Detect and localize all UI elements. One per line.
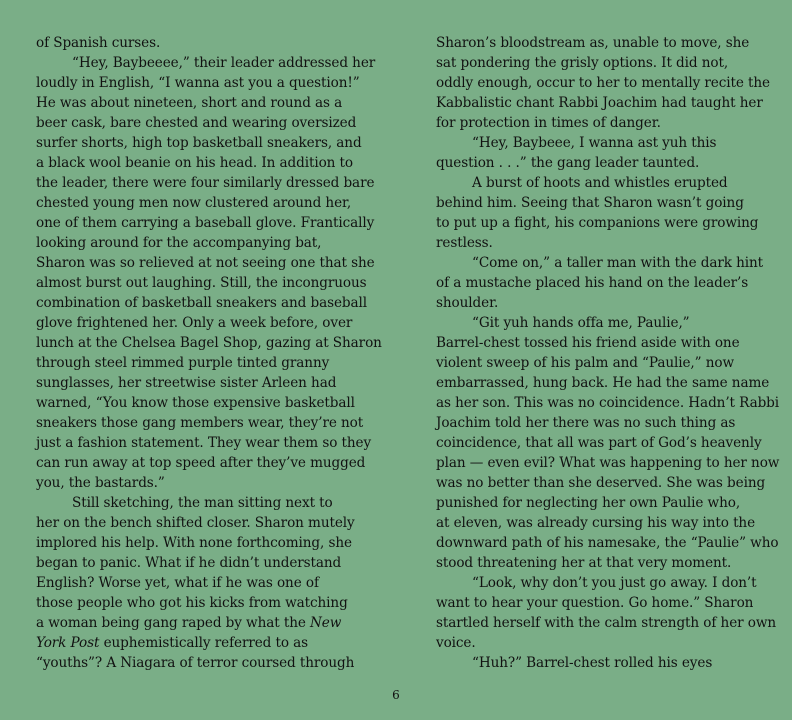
- text-line: coincidence, that all was part of God’s heavenly: [436, 435, 762, 451]
- text-line: He was about nineteen, short and round as a: [36, 95, 343, 111]
- text-line: sat pondering the grisly options. It did not,: [436, 55, 729, 71]
- text-line: combination of basketball sneakers and baseball: [36, 295, 368, 311]
- text-line: “Hey, Baybeeee,” their leader addressed her: [72, 55, 376, 71]
- italic-title: York Post: [36, 635, 100, 651]
- text-line: question . . .” the gang leader taunted.: [436, 155, 700, 171]
- text-line: Barrel-chest tossed his friend aside with one: [436, 335, 740, 351]
- text-line: chested young men now clustered around her,: [36, 195, 352, 211]
- text-line: was no better than she deserved. She was being: [436, 475, 766, 491]
- text-line: lunch at the Chelsea Bagel Shop, gazing at Sharon: [36, 335, 382, 351]
- page-number: 6: [392, 688, 400, 702]
- text-line: plan — even evil? What was happening to her now: [436, 455, 780, 471]
- text-line: to put up a fight, his companions were growing: [436, 215, 759, 231]
- text-line: glove frightened her. Only a week before, over: [36, 315, 353, 331]
- text-line: Joachim told her there was no such thing as: [436, 415, 736, 431]
- text-line: can run away at top speed after they’ve mugged: [36, 455, 366, 471]
- text-line: Still sketching, the man sitting next to: [72, 495, 333, 511]
- right-column: [436, 33, 781, 673]
- text-line: her on the bench shifted closer. Sharon mutely: [36, 515, 355, 531]
- text-line: “Hey, Baybeee, I wanna ast yuh this: [472, 135, 717, 151]
- text-line: sneakers those gang members wear, they’re not: [36, 415, 364, 431]
- text-line: as her son. This was no coincidence. Hadn’t Rabbi: [436, 395, 780, 411]
- text-line: sunglasses, her streetwise sister Arleen had: [36, 375, 337, 391]
- text-line: startled herself with the calm strength of her own: [436, 615, 777, 631]
- text-line: through steel rimmed purple tinted granny: [36, 355, 330, 371]
- text-line: of Spanish curses.: [36, 35, 161, 51]
- text-line: York Post euphemistically referred to as: [36, 635, 309, 651]
- text-line: restless.: [436, 235, 493, 251]
- text-line: “Huh?” Barrel-chest rolled his eyes: [472, 655, 713, 671]
- text-line: “Git yuh hands offa me, Paulie,”: [472, 315, 690, 331]
- text-line: English? Worse yet, what if he was one of: [36, 575, 319, 591]
- text-line: oddly enough, occur to her to mentally recite the: [436, 75, 770, 91]
- text-line: looking around for the accompanying bat,: [36, 235, 322, 251]
- text-line: a black wool beanie on his head. In addition to: [36, 155, 353, 171]
- text-line: you, the bastards.”: [36, 475, 165, 491]
- text-line: “Look, why don’t you just go away. I don’t: [472, 575, 757, 591]
- text-line: almost burst out laughing. Still, the incongruous: [36, 275, 367, 291]
- text-line: punished for neglecting her own Paulie who,: [436, 495, 741, 511]
- text-line: downward path of his namesake, the “Paulie” who: [436, 535, 779, 551]
- text-line: warned, “You know those expensive basketball: [36, 395, 355, 411]
- text-line: a woman being gang raped by what the New: [36, 615, 342, 631]
- text-line: just a fashion statement. They wear them so they: [36, 435, 372, 451]
- text-line: Sharon’s bloodstream as, unable to move, she: [436, 35, 750, 51]
- text-line: Sharon was so relieved at not seeing one that she: [36, 255, 375, 271]
- text-line: want to hear your question. Go home.” Sharon: [436, 595, 754, 611]
- text-line: A burst of hoots and whistles erupted: [472, 175, 728, 191]
- text-line: beer cask, bare chested and wearing oversized: [36, 115, 357, 131]
- left-column: [36, 33, 381, 673]
- text-line: Kabbalistic chant Rabbi Joachim had taught her: [436, 95, 763, 111]
- text-line: implored his help. With none forthcoming, she: [36, 535, 352, 551]
- text-line: “Come on,” a taller man with the dark hint: [472, 255, 764, 271]
- text-line: the leader, there were four similarly dressed bare: [36, 175, 375, 191]
- text-line: embarrassed, hung back. He had the same name: [436, 375, 770, 391]
- text-line: surfer shorts, high top basketball sneakers, and: [36, 135, 362, 151]
- text-line: shoulder.: [436, 295, 499, 311]
- text-line: one of them carrying a baseball glove. Frantically: [36, 215, 375, 231]
- text-line: violent sweep of his palm and “Paulie,” now: [436, 355, 735, 371]
- text-line: loudly in English, “I wanna ast you a question!”: [36, 75, 360, 91]
- text-line: “youths”? A Niagara of terror coursed through: [36, 655, 355, 671]
- text-line: stood threatening her at that very moment.: [436, 555, 732, 571]
- text-line: voice.: [436, 635, 476, 651]
- text-line: for protection in times of danger.: [436, 115, 661, 131]
- text-line: began to panic. What if he didn’t understand: [36, 555, 342, 571]
- italic-title: New: [310, 615, 342, 631]
- text-line: of a mustache placed his hand on the leader’s: [436, 275, 749, 291]
- text-line: those people who got his kicks from watching: [36, 595, 348, 611]
- text-line: at eleven, was already cursing his way into the: [436, 515, 756, 531]
- text-line: behind him. Seeing that Sharon wasn’t going: [436, 195, 744, 211]
